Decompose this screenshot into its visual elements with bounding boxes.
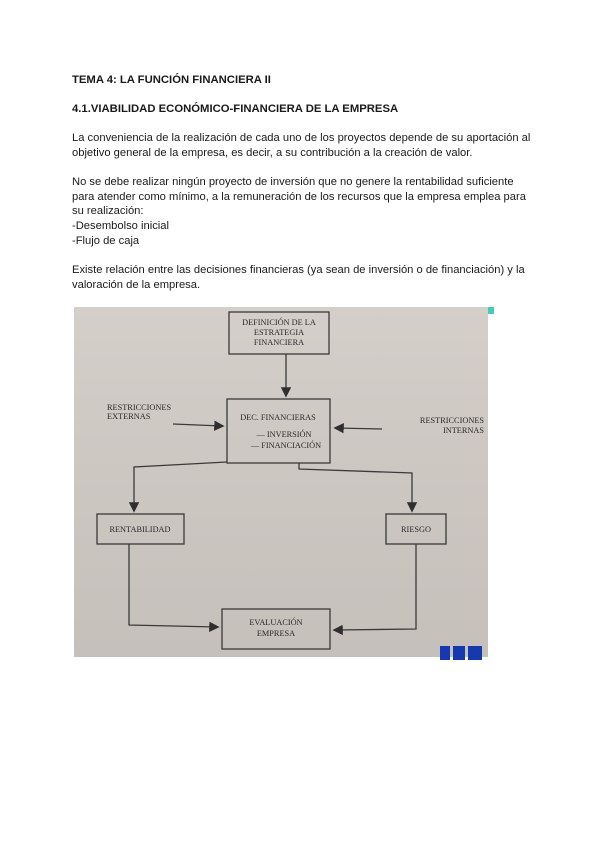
blue-watermark-fragment xyxy=(440,646,492,660)
arrow-from-external xyxy=(173,424,222,426)
paragraph-3: Existe relación entre las decisiones financieras (ya sean de inversión o de financiación) y la valoración de la empresa. xyxy=(72,264,525,291)
right-box-label: RIESGO xyxy=(401,525,431,534)
bottom-box-line-2: EMPRESA xyxy=(256,629,296,638)
arrow-to-profitability xyxy=(134,462,227,510)
section-heading: 4.1.VIABILIDAD ECONÓMICO-FINANCIERA DE LA EMPRESA xyxy=(72,103,399,115)
bottom-box-line-1: EVALUACIÓN xyxy=(249,618,303,627)
diagram-photo xyxy=(74,307,488,657)
paragraph-1: La conveniencia de la realización de cada uno de los proyectos depende de su aportación al objetivo general de la empresa, es decir, a su contribución a la creación de valor. xyxy=(72,132,531,159)
center-box-item-2: — FINANCIACIÓN xyxy=(250,441,322,450)
top-box-line-3: FINANCIERA xyxy=(253,338,305,347)
top-box-line-2: ESTRATEGIA xyxy=(253,328,305,337)
page-title: TEMA 4: LA FUNCIÓN FINANCIERA II xyxy=(72,74,271,86)
left-box-label: RENTABILIDAD xyxy=(109,525,171,534)
external-restrictions-line-1: RESTRICCIONES xyxy=(107,403,172,412)
list-item-desembolso: -Desembolso inicial xyxy=(72,220,169,232)
arrow-from-internal xyxy=(336,428,382,429)
paragraph-2: No se debe realizar ningún proyecto de inversión que no genere la rentabilidad suficiente para atender como mínimo, a la remuneración de los recursos que la empresa emplea para su realización: xyxy=(72,176,526,217)
arrow-profitability-to-evaluation xyxy=(129,544,217,627)
center-box-title: DEC. FINANCIERAS xyxy=(240,413,316,422)
external-restrictions-line-2: EXTERNAS xyxy=(107,412,151,421)
internal-restrictions-line-1: RESTRICCIONES xyxy=(419,416,484,425)
arrow-risk-to-evaluation xyxy=(335,544,416,630)
list-item-flujo: -Flujo de caja xyxy=(72,235,140,247)
center-box-item-1: — INVERSIÓN xyxy=(256,430,312,439)
internal-restrictions-line-2: INTERNAS xyxy=(442,426,484,435)
financial-diagram xyxy=(74,307,488,657)
arrow-to-risk xyxy=(299,463,412,510)
top-box-line-1: DEFINICIÓN DE LA xyxy=(242,318,316,327)
